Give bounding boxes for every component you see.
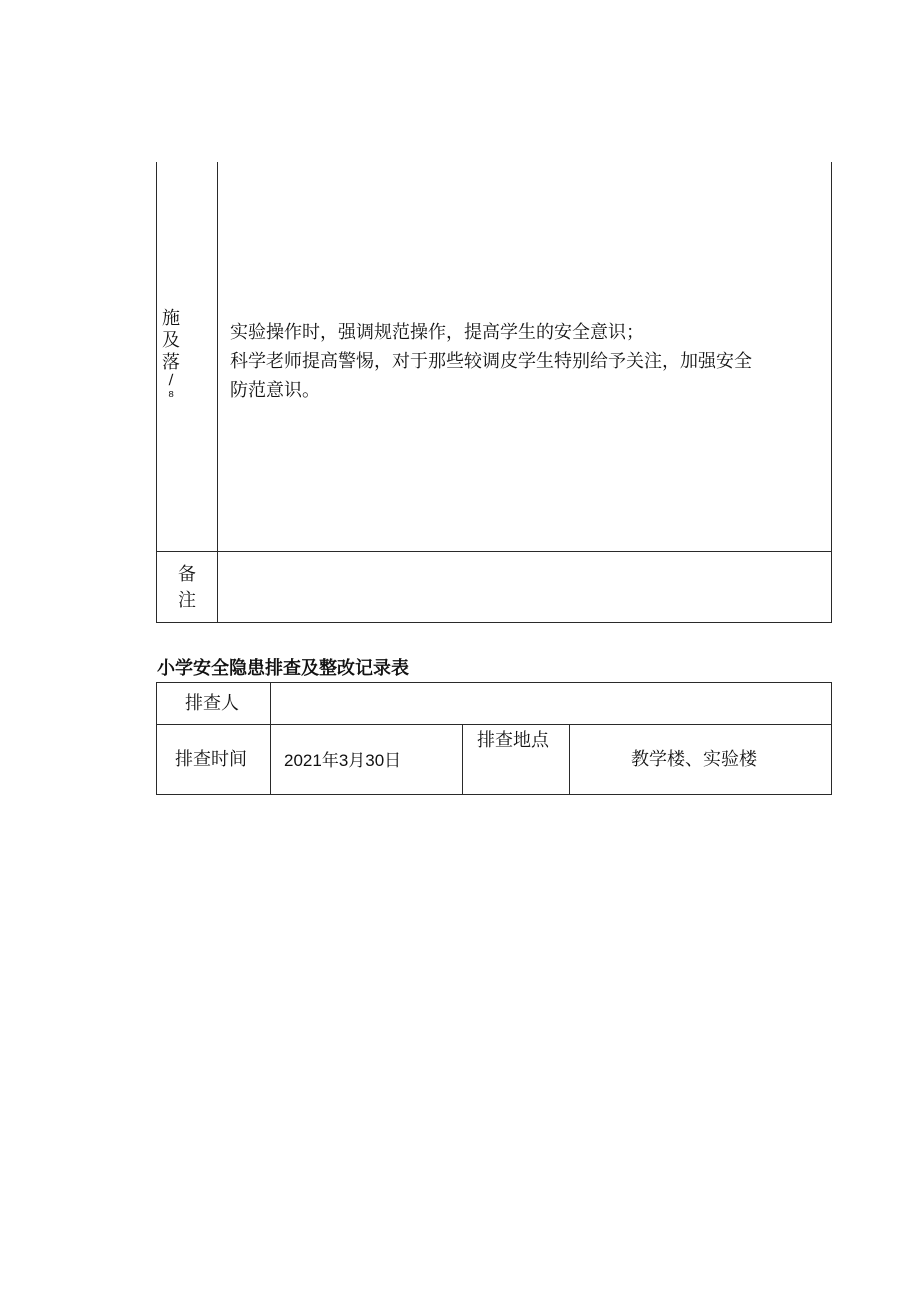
measures-label-char: 落 <box>162 352 180 373</box>
table-divider-label <box>217 162 218 623</box>
col-divider <box>270 682 271 795</box>
remarks-label <box>175 562 199 614</box>
col-divider <box>569 724 570 795</box>
table-border-right <box>831 162 832 623</box>
inspector-label: 排查人 <box>185 693 239 714</box>
table-border-left <box>156 682 157 795</box>
measures-content <box>230 318 820 405</box>
time-label: 排查时间 <box>175 749 247 770</box>
row-divider <box>156 551 832 552</box>
table-border-bottom <box>156 622 832 623</box>
location-value: 教学楼、实验楼 <box>631 749 757 770</box>
measures-line: 科学老师提高警惕，对于那些较调皮学生特别给予关注，加强安全 <box>230 351 752 372</box>
measures-line: 防范意识。 <box>230 380 320 401</box>
measures-label-char: ₈ <box>168 385 174 401</box>
table-border-bottom <box>156 794 832 795</box>
table-border-top <box>156 682 832 683</box>
measures-label-char: 施 <box>162 308 180 329</box>
remarks-label-char: 备 <box>178 564 196 585</box>
measures-label <box>159 308 183 400</box>
location-label: 排查地点 <box>477 730 549 751</box>
remarks-label-char: 注 <box>178 590 196 611</box>
time-value: 2021年3月30日 <box>284 751 402 770</box>
row-divider <box>156 724 832 725</box>
table-border-right <box>831 682 832 795</box>
measures-line: 实验操作时，强调规范操作，提高学生的安全意识； <box>230 322 644 343</box>
col-divider <box>462 724 463 795</box>
measures-label-char: ∕ <box>168 372 174 388</box>
measures-label-char: 及 <box>162 330 180 351</box>
form-title: 小学安全隐患排查及整改记录表 <box>157 658 409 679</box>
table-border-left <box>156 162 157 623</box>
